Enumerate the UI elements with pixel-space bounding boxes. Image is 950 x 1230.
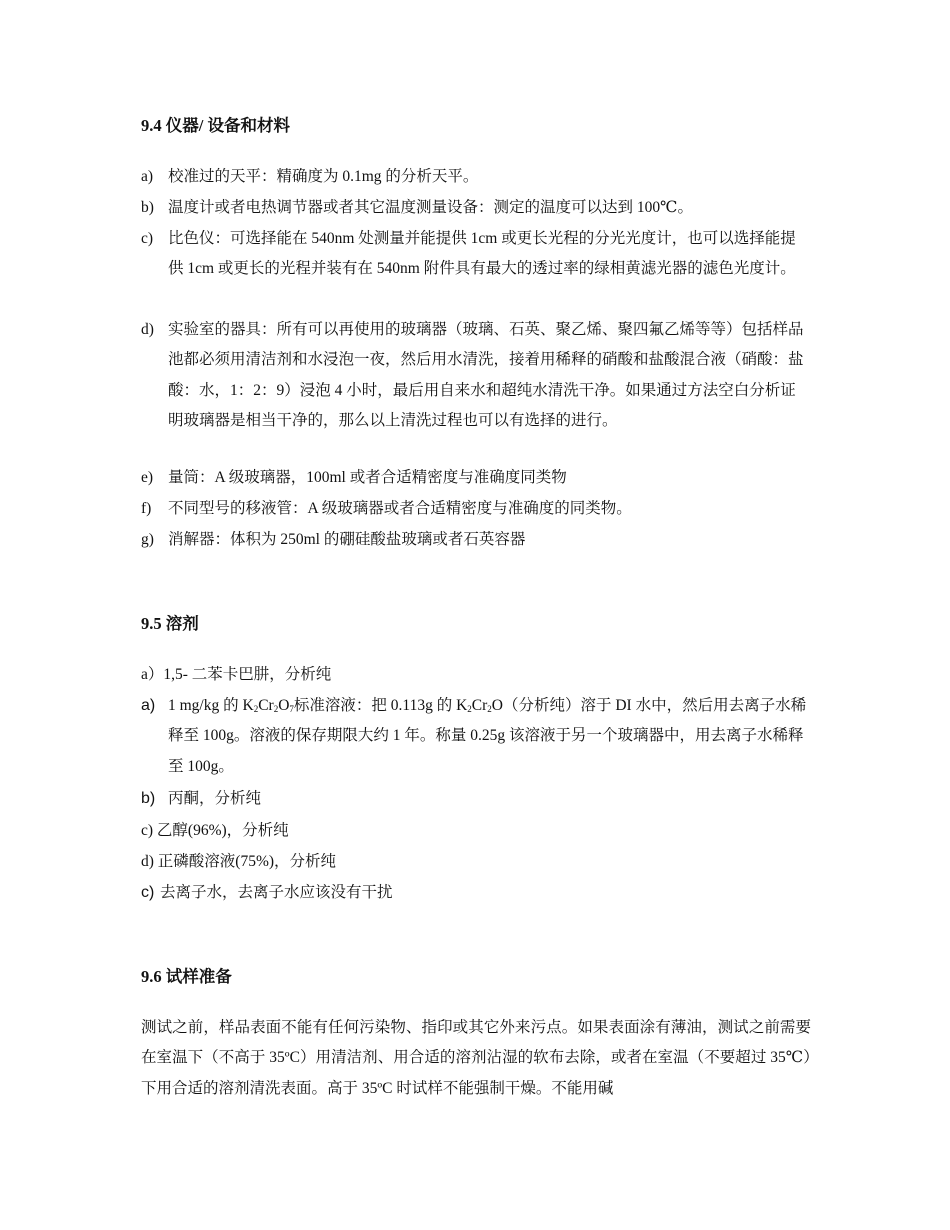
list-label: e) <box>141 469 154 486</box>
list-item <box>141 193 811 223</box>
list-label: d) <box>141 321 154 338</box>
list-label: a) <box>141 697 156 714</box>
section-heading-9-5: 9.5 溶剂 <box>141 614 199 633</box>
list-label: c) <box>141 884 155 901</box>
list-line: a）1,5- 二苯卡巴肼，分析纯 <box>141 666 332 683</box>
list-text: 不同型号的移液管：A 级玻璃器或者合适精密度与准确度的同类物。 <box>168 500 632 517</box>
list-label: b) <box>141 199 154 216</box>
section-heading-9-4: 9.4 仪器/ 设备和材料 <box>141 116 290 135</box>
list-label: b) <box>141 790 156 807</box>
list-text: 丙酮，分析纯 <box>168 790 262 807</box>
list-item <box>141 463 811 493</box>
list-item <box>141 315 811 436</box>
list-line: c) 乙醇(96%)，分析纯 <box>141 822 289 839</box>
list-text: 温度计或者电热调节器或者其它温度测量设备：测定的温度可以达到 100℃。 <box>168 199 693 216</box>
list-label: c) <box>141 230 154 247</box>
list-item <box>141 525 811 555</box>
list-text: 比色仪：可选择能在 540nm 处测量并能提供 1cm 或更长光程的分光光度计，也可以选择能提供 1cm 或更长的光程并装有在 540nm 附件具有最大的透过率的绿相黄滤光器的滤色光度计。 <box>168 230 796 278</box>
list-label: a) <box>141 168 154 185</box>
list-text: 实验室的器具：所有可以再使用的玻璃器（玻璃、石英、聚乙烯、聚四氟乙烯等等）包括样品池都必须用清洁剂和水浸泡一夜，然后用水清洗，接着用稀释的硝酸和盐酸混合液（硝酸：盐酸：水，1：2：9）浸泡 4 小时，最后用自来水和超纯水清洗干净。如果通过方法空白分析证明玻璃器是相当干净的，那么以上清洗过程也可以有选择的进行。 <box>168 321 804 429</box>
list-item <box>141 162 811 192</box>
body-paragraph: 测试之前，样品表面不能有任何污染物、指印或其它外来污点。如果表面涂有薄油，测试之前需要在室温下（不高于 35ºC）用清洁剂、用合适的溶剂沾湿的软布去除，或者在室温（不要超过 35℃）下用合适的溶剂清洗表面。高于 35ºC 时试样不能强制干燥。不能用碱 <box>141 1019 811 1097</box>
list-item <box>141 878 811 908</box>
list-text: 量筒：A 级玻璃器，100ml 或者合适精密度与准确度同类物 <box>168 469 567 486</box>
list-text: 1 mg/kg 的 $K_2Cr_2O_7$标准溶液：把 0.113g 的 $K_2Cr_2O$（分析纯）溶于 DI 水中，然后用去离子水稀释至 100g。溶液的保存期限大约 1 年。称量 0.25g 该溶液于另一个玻璃器中，用去离子水稀释至 100g。 <box>168 697 807 775</box>
list-item <box>141 784 811 814</box>
list-label: f) <box>141 500 152 517</box>
list-text: 校准过的天平：精确度为 0.1mg 的分析天平。 <box>168 168 479 185</box>
list-line: d) 正磷酸溶液(75%)，分析纯 <box>141 853 337 870</box>
list-text: 消解器：体积为 250ml 的硼硅酸盐玻璃或者石英容器 <box>168 531 526 548</box>
list-item <box>141 224 811 285</box>
section-heading-9-6: 9.6 试样准备 <box>141 967 232 986</box>
list-item <box>141 494 811 524</box>
list-text: 去离子水，去离子水应该没有干扰 <box>160 884 393 901</box>
list-item <box>141 691 811 782</box>
list-label: g) <box>141 531 154 548</box>
